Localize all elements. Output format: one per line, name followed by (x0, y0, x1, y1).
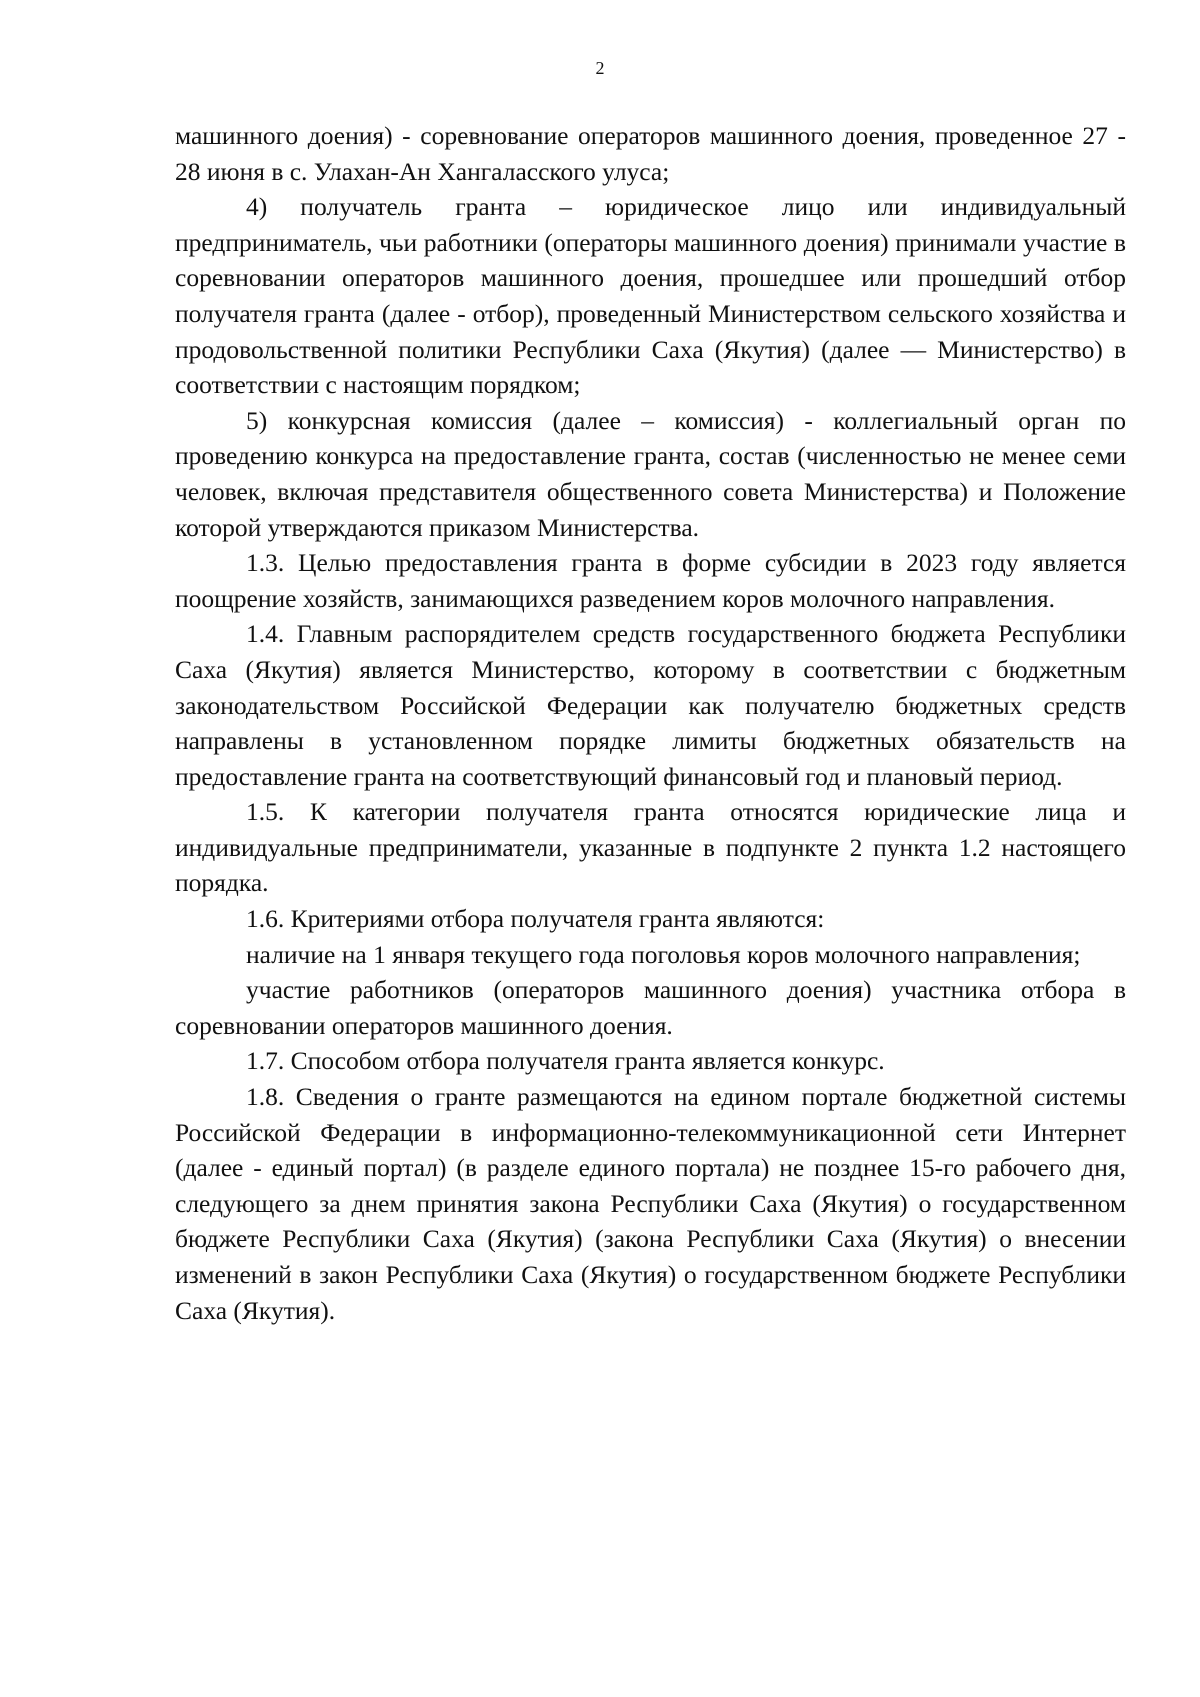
paragraph-1-4: 1.4. Главным распорядителем средств государственного бюджета Республики Саха (Якутия) является Министерство, которому в соответствии с бюджетным законодательством Российской Федерации как получателю бюджетных средств направлены в установленном порядке лимиты бюджетных обязательств на предоставление гранта на соответствующий финансовый год и плановый период. (175, 619, 1126, 791)
paragraph-1-3: 1.3. Целью предоставления гранта в форме субсидии в 2023 году является поощрение хозяйств, занимающихся разведением коров молочного направления. (175, 548, 1126, 613)
paragraph-1-5: 1.5. К категории получателя гранта относятся юридические лица и индивидуальные предприниматели, указанные в подпункте 2 пункта 1.2 настоящего порядка. (175, 797, 1126, 898)
paragraph-1-6: 1.6. Критериями отбора получателя гранта являются: (246, 904, 825, 934)
paragraph-criterion-1: наличие на 1 января текущего года поголовья коров молочного направления; (246, 939, 1081, 969)
document-body (175, 118, 1126, 1328)
paragraph-item-4: 4) получатель гранта – юридическое лицо или индивидуальный предприниматель, чьи работники (операторы машинного доения) принимали участие в соревновании операторов машинного доения, прошедшее или прошедший отбор получателя гранта (далее - отбор), проведенный Министерством сельского хозяйства и продовольственной политики Республики Саха (Якутия) (далее — Министерство) в соответствии с настоящим порядком; (175, 192, 1126, 400)
paragraph-item-5: 5) конкурсная комиссия (далее – комиссия) - коллегиальный орган по проведению конкурса на предоставление гранта, состав (численностью не менее семи человек, включая представителя общественного совета Министерства) и Положение которой утверждаются приказом Министерства. (175, 405, 1126, 542)
paragraph-continuation: машинного доения) - соревнование операторов машинного доения, проведенное 27 - 28 июня в с. Улахан-Ан Хангаласского улуса; (175, 121, 1126, 186)
page-number: 2 (595, 58, 605, 78)
paragraph-1-8: 1.8. Сведения о гранте размещаются на едином портале бюджетной системы Российской Федерации в информационно-телекоммуникационной сети Интернет (далее - единый портал) (в разделе единого портала) не позднее 15-го рабочего дня, следующего за днем принятия закона Республики Саха (Якутия) о государственном бюджете Республики Саха (Якутия) (закона Республики Саха (Якутия) о внесении изменений в закон Республики Саха (Якутия) о государственном бюджете Республики Саха (Якутия). (175, 1082, 1126, 1325)
paragraph-1-7: 1.7. Способом отбора получателя гранта является конкурс. (246, 1046, 885, 1076)
paragraph-criterion-2: участие работников (операторов машинного доения) участника отбора в соревновании операторов машинного доения. (175, 975, 1126, 1040)
